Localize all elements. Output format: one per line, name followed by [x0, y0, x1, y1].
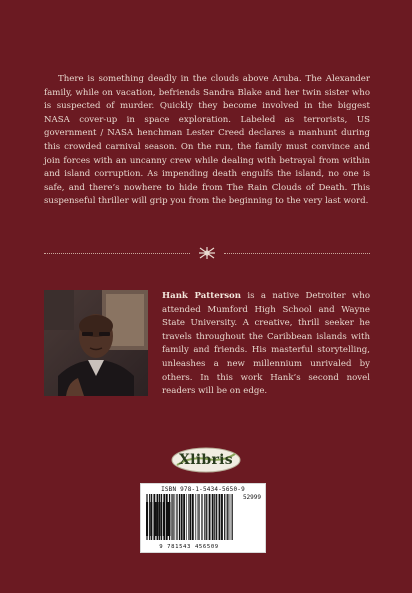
- barcode-bar: [227, 494, 228, 540]
- barcode-bar: [167, 502, 169, 536]
- divider-line-left: [44, 253, 190, 254]
- isbn-barcode: [140, 483, 266, 553]
- price-barcode-bars: [145, 502, 171, 536]
- barcode-bar: [150, 502, 151, 536]
- barcode-bar: [221, 494, 223, 540]
- barcode-bar: [206, 494, 207, 540]
- barcode-bar: [181, 494, 183, 540]
- barcode-bar: [175, 494, 176, 540]
- barcode-bar: [183, 494, 185, 540]
- publisher-logo-text: Xlibris: [179, 452, 233, 468]
- barcode-bar: [179, 494, 180, 540]
- barcode-bar: [173, 494, 174, 540]
- barcode-bar: [201, 494, 202, 540]
- barcode-bar: [204, 494, 205, 540]
- divider-line-right: [224, 253, 370, 254]
- barcode-bar: [164, 502, 165, 536]
- barcode-bar: [228, 494, 229, 540]
- barcode-bar: [197, 494, 198, 540]
- barcode-bar: [146, 502, 148, 536]
- barcode-bar: [171, 494, 172, 540]
- barcode-bar: [163, 502, 164, 536]
- barcode-bar: [219, 494, 221, 540]
- author-bio: [162, 290, 370, 399]
- author-photo: [44, 290, 148, 396]
- price-code: 52999: [242, 494, 261, 501]
- publisher-logo: [171, 447, 241, 473]
- barcode-bar: [159, 502, 161, 536]
- isbn-label: ISBN 978-1-5434-5650-9: [161, 486, 245, 493]
- barcode-bar: [224, 494, 225, 540]
- barcode-bar: [230, 494, 231, 540]
- barcode-number: 9 781543 456509: [159, 544, 219, 550]
- barcode-bar: [202, 494, 203, 540]
- barcode-bar: [214, 494, 215, 540]
- barcode-bar: [188, 494, 189, 540]
- barcode-bar: [198, 494, 199, 540]
- barcode-bar: [195, 494, 196, 540]
- barcode-bar: [232, 494, 233, 540]
- ornament-icon: [197, 246, 217, 260]
- barcode-bar: [212, 494, 214, 540]
- barcode-bar: [189, 494, 191, 540]
- barcode-bar: [209, 494, 211, 540]
- barcode-bar: [157, 502, 158, 536]
- barcode-bar: [154, 502, 156, 536]
- barcode-bar: [216, 494, 217, 540]
- barcode-bar: [186, 494, 187, 540]
- book-blurb: There is something deadly in the clouds above Aruba. The Alexander family, while on vacation, befriends Sandra Blake and her twin sister who is suspected of murder. Quickly they become involved in the biggest NASA cover-up in space exploration. Labeled as terrorists, US government / NASA henchman Lester Creed declares a manhunt during this crowded carnival season. On the run, the family must convince and join forces with an uncanny crew while dealing with betrayal from within and island corruption. As impending death engulfs the island, no one is safe, and there’s nowhere to hide from The Rain Clouds of Death. This suspenseful thriller will grip you from the beginning to the very last word.: [44, 74, 370, 207]
- author-name: Hank Patterson: [162, 291, 242, 301]
- ornament-divider: [44, 246, 370, 260]
- barcode-bar: [192, 494, 194, 540]
- barcode-bar: [176, 494, 177, 540]
- author-portrait-image: [44, 290, 148, 396]
- barcode-bar: [199, 494, 200, 540]
- barcode-bar: [170, 502, 171, 536]
- author-bio-text: is a native Detroiter who attended Mumford High School and Wayne State University. A creative, thrill seeker he travels throughout the Caribbean islands with family and friends. His masterful storytelling, unleashes a new millennium unrivaled by others. In this work Hank’s second novel readers will be on edge.: [162, 291, 370, 397]
- barcode-bar: [152, 502, 153, 536]
